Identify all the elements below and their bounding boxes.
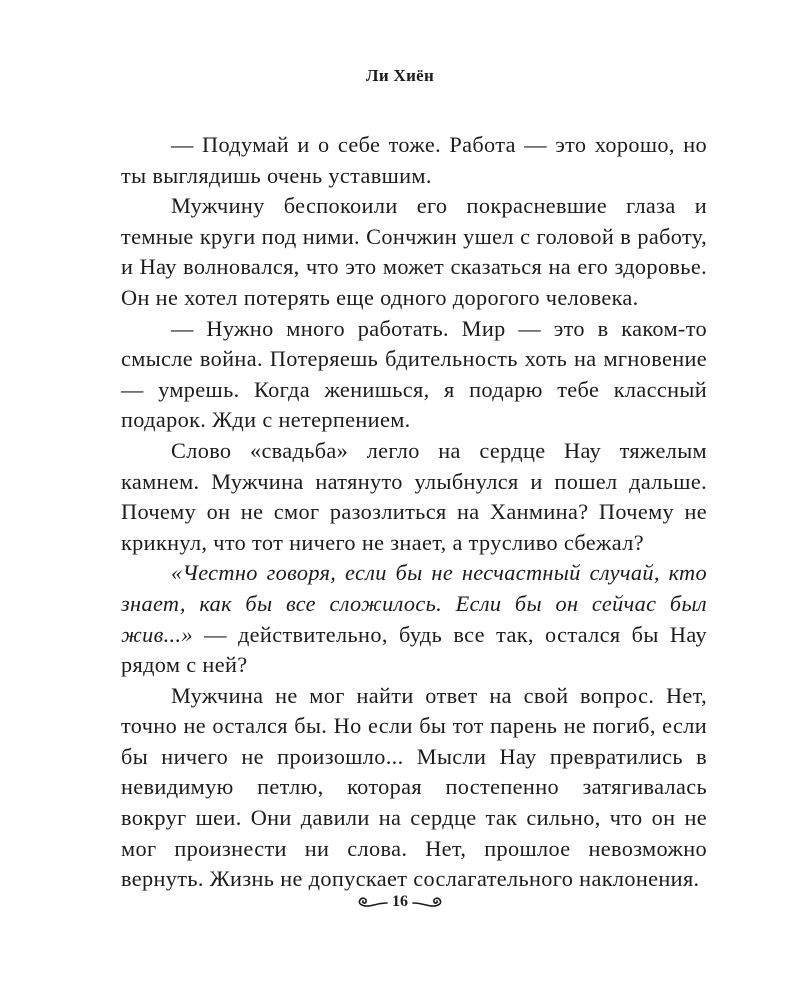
swirl-ornament-left-icon bbox=[356, 894, 388, 910]
italic-quote: «Честно говоря, если бы не несчастный случай, кто знает, как бы все сложилось. Если бы он сейчас был жив...» bbox=[121, 560, 707, 647]
paragraph-5 bbox=[121, 558, 707, 680]
paragraph-2: Мужчину беспокоили его покрасневшие глаза и темные круги под ними. Сончжин ушел с головой в работу, и Нау волновался, что это может сказаться на его здоровье. Он не хотел потерять еще одного дорогого человека. bbox=[121, 193, 707, 310]
paragraph-5-text: — действительно, будь все так, остался бы Нау рядом с ней? bbox=[121, 621, 707, 678]
paragraph-4: Слово «свадьба» легло на сердце Нау тяжелым камнем. Мужчина натянуто улыбнулся и пошел дальше. Почему он не смог разозлиться на Ханмина? Почему не крикнул, что тот ничего не знает, а трусливо сбежал? bbox=[121, 437, 707, 555]
paragraph-1: — Подумай и о себе тоже. Работа — это хорошо, но ты выглядишь очень уставшим. bbox=[121, 132, 707, 188]
paragraph-3: — Нужно много работать. Мир — это в каком-то смысле война. Потеряешь бдительность хоть на мгновение — умрешь. Когда женишься, я подарю тебе классный подарок. Жди с нетерпением. bbox=[121, 315, 707, 433]
page-footer bbox=[0, 893, 800, 911]
page-number: 16 bbox=[392, 893, 408, 910]
paragraph-6: Мужчина не мог найти ответ на свой вопрос. Нет, точно не остался бы. Но если бы тот парень не погиб, если бы ничего не произошло... Мысли Нау превратились в невидимую петлю, которая постепенно затягивалась вокруг шеи. Они давили на сердце так сильно, что он не мог произнести ни слова. Нет, прошлое невозможно вернуть. Жизнь не допускает сослагательного наклонения. bbox=[121, 682, 707, 892]
body-text bbox=[121, 130, 707, 895]
swirl-ornament-right-icon bbox=[412, 894, 444, 910]
running-header-author: Ли Хиён bbox=[365, 66, 435, 85]
